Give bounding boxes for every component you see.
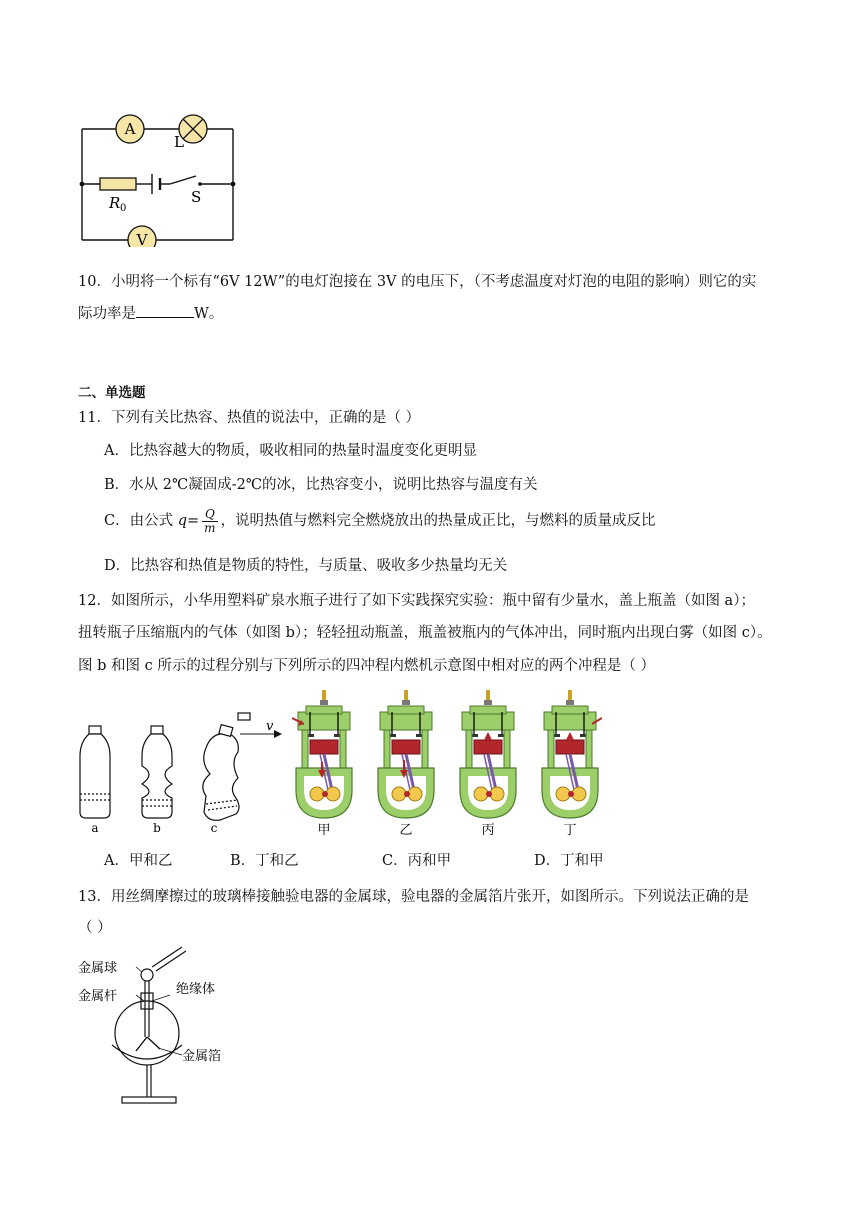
label-metal-rod: 金属杆 (78, 989, 118, 1004)
bottle-label-b: b (153, 821, 161, 835)
formula-var: q (177, 513, 188, 529)
q12-option-a[interactable]: A．甲和乙 (104, 853, 173, 869)
bottle-label-a: a (91, 821, 99, 835)
engines-figure (292, 690, 602, 840)
label-insulator: 绝缘体 (176, 982, 216, 997)
engine-yi-icon (378, 690, 434, 818)
formula-eq: = (187, 513, 200, 529)
bottles-figure (70, 700, 290, 840)
engine-label-ding: 丁 (563, 823, 577, 838)
q12-option-d[interactable]: D．丁和甲 (534, 853, 604, 869)
section-title: 二、单选题 (78, 385, 146, 401)
lamp-label: L (174, 133, 184, 151)
q11-option-c-pre: C．由公式 (104, 513, 174, 529)
label-metal-ball: 金属球 (78, 961, 118, 976)
q10-answer-blank[interactable] (136, 303, 194, 318)
q13-line2: （ ） (78, 920, 112, 936)
bottle-cap-icon (238, 713, 250, 720)
velocity-arrow-icon (274, 730, 282, 738)
formula-denominator: m (204, 520, 216, 535)
q10-line2-post: W。 (194, 306, 224, 322)
bottle-label-c: c (210, 821, 218, 835)
q11-option-c[interactable] (104, 505, 656, 537)
foil-icon (136, 1037, 147, 1051)
voltmeter-label: V (136, 231, 148, 247)
q12-line1: 12．如图所示，小华用塑料矿泉水瓶子进行了如下实践探究实验：瓶中留有少量水，盖上瓶盖（如图 a）； (78, 593, 755, 609)
q11-option-c-post: ，说明热值与燃料完全燃烧放出的热量成正比，与燃料的质量成反比 (220, 513, 656, 529)
bottle-a-icon (80, 726, 110, 818)
formula-fraction (202, 508, 217, 535)
q11-option-b[interactable]: B．水从 2℃凝固成-2℃的冰，比热容变小，说明比热容与温度有关 (104, 477, 538, 493)
circuit-diagram (70, 112, 250, 247)
formula-numerator: Q (202, 508, 217, 522)
resistor-subscript: 0 (120, 203, 127, 214)
metal-ball-icon (141, 969, 153, 981)
engine-jia-icon (292, 690, 352, 818)
q10-line2 (78, 303, 223, 325)
q13-line1: 13．用丝绸摩擦过的玻璃棒接触验电器的金属球，验电器的金属箔片张开，如图所示。下列说法正确的是 (78, 889, 749, 905)
ammeter-icon (116, 115, 144, 143)
velocity-label: v (266, 719, 274, 734)
voltmeter-icon (128, 226, 156, 247)
bottle-b-icon (142, 726, 172, 818)
engine-bing-icon (460, 690, 516, 818)
q12-line2: 扭转瓶子压缩瓶内的气体（如图 b）；轻轻扭动瓶盖，瓶盖被瓶内的气体冲出，同时瓶内出现白雾（如图 c）。 (78, 625, 772, 641)
label-metal-foil: 金属箔 (182, 1049, 222, 1064)
q12-option-c[interactable]: C．丙和甲 (382, 853, 452, 869)
resistor-label: R (109, 194, 121, 212)
engine-ding-icon (542, 690, 602, 818)
q12-line3: 图 b 和图 c 所示的过程分别与下列所示的四冲程内燃机示意图中相对应的两个冲程是（ ） (78, 658, 655, 674)
engine-label-jia: 甲 (317, 823, 331, 838)
q10-line1: 10．小明将一个标有“6V 12W”的电灯泡接在 3V 的电压下，（不考虑温度对灯泡的电阻的影响）则它的实 (78, 274, 757, 290)
q11-option-a[interactable]: A．比热容越大的物质，吸收相同的热量时温度变化更明显 (104, 443, 477, 459)
engine-label-yi: 乙 (399, 823, 413, 838)
q11-option-d[interactable]: D．比热容和热值是物质的特性，与质量、吸收多少热量均无关 (104, 558, 508, 574)
bottle-c-icon (203, 725, 239, 821)
switch-label: S (191, 188, 202, 206)
electroscope-figure (70, 945, 270, 1110)
q10-line2-pre: 际功率是 (78, 306, 136, 322)
q11-stem: 11．下列有关比热容、热值的说法中，正确的是（ ） (78, 410, 421, 426)
resistor-r0 (100, 178, 136, 190)
engine-label-bing: 丙 (481, 823, 495, 838)
q12-option-b[interactable]: B．丁和乙 (230, 853, 299, 869)
ammeter-label: A (124, 120, 136, 138)
jar-icon (115, 1001, 179, 1065)
